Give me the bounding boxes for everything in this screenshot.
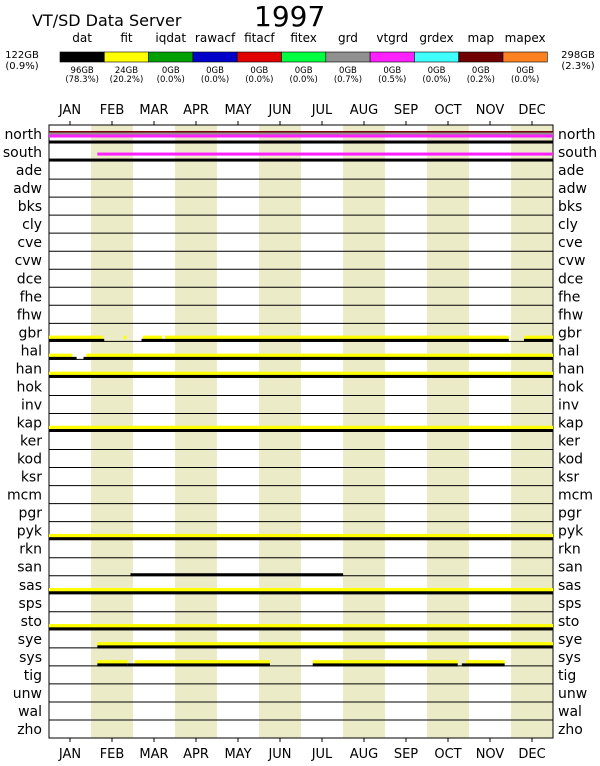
coverage-dat [49,429,553,432]
row-label-left: sye [17,631,42,648]
coverage-dat [462,663,505,666]
legend-size: 0GB [339,66,357,76]
row-label-left: ker [20,433,42,450]
legend-pct: (0.0%) [156,75,185,85]
month-label-top: OCT [434,103,462,118]
row-label-right: san [558,559,583,576]
legend-pct: (0.0%) [200,75,230,85]
row-label-left: mcm [7,487,42,504]
total-left-size: 122GB [5,50,39,61]
row-label-right: cve [558,235,583,252]
row-label-right: unw [558,685,588,702]
coverage-dat [84,357,553,360]
coverage-dat [524,339,553,342]
row-label-left: cve [17,235,42,252]
row-label-left: south [2,145,42,162]
row-label-left: gbr [18,325,42,342]
row-label-left: cvw [14,253,42,270]
coverage-fit [524,336,553,340]
legend-swatch [414,52,458,62]
row-label-right: tig [558,667,577,684]
month-label-bottom: MAR [139,747,169,762]
legend-pct: (0.0%) [289,75,318,85]
row-label-right: sps [558,595,582,612]
month-label-top: FEB [99,103,125,118]
legend-swatch [326,52,370,62]
row-label-left: pyk [16,523,42,540]
month-label-top: APR [183,103,209,118]
coverage-dat [97,663,127,666]
row-label-right: rkn [558,541,581,558]
row-label-left: sys [19,649,42,666]
row-label-left: bks [17,199,42,216]
legend-label: vtgrd [376,31,409,45]
month-label-bottom: JUN [268,747,292,762]
legend-size: 0GB [383,66,402,76]
row-label-left: kod [16,451,42,468]
legend-pct: (0.2%) [466,75,495,85]
month-label-top: MAY [224,103,252,118]
legend-pct: (0.0%) [511,75,540,85]
row-label-left: ade [15,163,42,180]
row-label-right: pyk [558,523,584,540]
coverage-dat [49,339,104,342]
chart-year: 1997 [254,0,326,33]
row-label-left: kap [16,415,42,432]
month-label-top: JUN [268,103,292,118]
month-label-top: NOV [475,103,505,118]
coverage-vtgrd [49,135,553,138]
month-label-bottom: DEC [518,747,546,762]
coverage-fit [49,534,553,538]
row-label-left: adw [13,181,42,198]
coverage-fit [466,660,505,664]
legend-label: rawacf [194,31,236,45]
coverage-dat [49,141,553,144]
row-label-right: sas [558,577,582,594]
legend-size: 24GB [114,66,139,76]
row-label-right: sto [558,613,580,630]
legend-pct: (0.0%) [422,75,451,85]
row-label-right: north [558,127,596,144]
plot-area [3,103,597,762]
row-label-left: fhe [19,289,42,306]
coverage-dat [49,375,553,378]
month-label-bottom: JUL [311,747,333,762]
row-label-left: sto [20,613,42,630]
coverage-dat [142,339,509,342]
row-label-right: hal [558,343,580,360]
coverage-fit [313,660,458,664]
legend-pct: (0.0%) [245,75,274,85]
legend-swatch [370,52,414,62]
coverage-vtgrd [97,153,553,156]
coverage-fit [143,336,162,340]
row-label-left: cly [22,217,42,234]
coverage-fit [49,354,72,358]
row-label-right: cvw [558,253,586,270]
legend-label: dat [72,31,92,45]
row-label-left: pgr [18,505,42,522]
legend-label: grd [337,31,358,45]
legend-swatch [282,52,326,62]
row-label-right: kap [558,415,584,432]
row-label-right: han [558,361,585,378]
legend-swatch [459,52,503,62]
legend-size: 0GB [516,66,535,76]
legend-swatch [193,52,237,62]
row-label-left: rkn [19,541,42,558]
legend-swatch [60,52,104,62]
legend-swatch [503,52,547,62]
row-label-left: inv [20,397,42,414]
row-label-right: bks [558,199,583,216]
row-label-right: fhw [558,307,584,324]
legend-pct: (0.5%) [378,75,407,85]
row-label-right: cly [558,217,578,234]
month-label-bottom: AUG [349,747,379,762]
row-label-right: south [558,145,598,162]
legend-label: iqdat [155,31,187,45]
row-label-left: fhw [16,307,42,324]
row-label-left: tig [23,667,42,684]
row-label-right: hok [558,379,584,396]
row-label-right: gbr [558,325,582,342]
coverage-dat [49,627,553,630]
legend-size: 0GB [427,66,446,76]
row-label-right: sys [558,649,581,666]
row-label-right: sye [558,631,583,648]
coverage-dat [97,645,553,648]
month-label-bottom: FEB [99,747,125,762]
row-label-left: wal [18,703,42,720]
row-label-left: north [4,127,42,144]
row-label-right: ker [558,433,580,450]
row-label-right: pgr [558,505,582,522]
month-label-bottom: NOV [475,747,505,762]
row-label-left: han [15,361,42,378]
month-label-bottom: OCT [434,747,462,762]
row-label-right: kod [558,451,584,468]
coverage-dat [130,573,343,576]
coverage-fit [97,642,553,646]
row-label-left: ksr [20,469,42,486]
legend-label: fitacf [244,31,275,45]
legend-size: 0GB [294,66,313,76]
month-label-top: DEC [518,103,546,118]
coverage-dat [128,663,270,666]
legend-size: 0GB [206,66,224,76]
legend-label: mapex [504,31,546,45]
coverage-fit [49,426,553,430]
row-label-left: zho [17,721,42,738]
row-label-right: ksr [558,469,580,486]
month-label-bottom: APR [183,747,209,762]
legend-size: 96GB [70,66,94,76]
coverage-dat [49,159,553,162]
coverage-dat [49,591,553,594]
month-label-top: JUL [311,103,333,118]
coverage-fit [49,372,553,376]
month-label-top: SEP [393,103,419,118]
month-label-bottom: MAY [224,747,252,762]
coverage-fit [86,354,553,358]
row-label-left: hok [16,379,42,396]
row-label-left: hal [20,343,42,360]
row-label-right: adw [558,181,587,198]
legend-pct: (20.2%) [109,75,144,85]
row-label-left: unw [12,685,42,702]
month-label-bottom: JAN [58,747,82,762]
coverage-fit [165,336,509,340]
coverage-fit [49,336,103,340]
legend-swatch [104,52,148,62]
month-label-top: JAN [58,103,82,118]
total-right-pct: (2.3%) [561,61,595,72]
row-label-left: san [17,559,42,576]
month-label-top: AUG [349,103,379,118]
legend-size: 0GB [161,66,180,76]
legend [60,31,547,85]
legend-pct: (78.3%) [65,75,99,85]
legend-label: map [467,31,495,45]
legend-label: fitex [290,31,317,45]
row-label-left: dce [16,271,42,288]
row-label-right: wal [558,703,582,720]
legend-pct: (0.7%) [333,75,363,85]
coverage-fit [124,336,127,340]
row-label-right: inv [558,397,580,414]
row-label-right: zho [558,721,583,738]
legend-size: 0GB [471,66,490,76]
chart-title: VT/SD Data Server [32,11,182,30]
coverage-fit [49,588,553,592]
row-label-right: mcm [558,487,593,504]
legend-size: 0GB [250,66,269,76]
total-left-pct: (0.9%) [5,61,39,72]
coverage-fit [135,660,270,664]
coverage-fit [49,624,553,628]
coverage-dat [49,537,553,540]
row-label-right: fhe [558,289,581,306]
legend-label: grdex [419,31,454,45]
month-label-bottom: SEP [393,747,419,762]
row-label-right: ade [558,163,585,180]
coverage-fit [97,660,127,664]
legend-swatch [149,52,193,62]
row-label-left: sps [18,595,42,612]
coverage-dat [313,663,458,666]
row-label-right: dce [558,271,584,288]
coverage-dat [49,357,77,360]
legend-label: fit [120,31,133,45]
month-label-top: MAR [139,103,169,118]
row-label-left: sas [18,577,42,594]
total-right-size: 298GB [561,50,595,61]
legend-swatch [237,52,281,62]
